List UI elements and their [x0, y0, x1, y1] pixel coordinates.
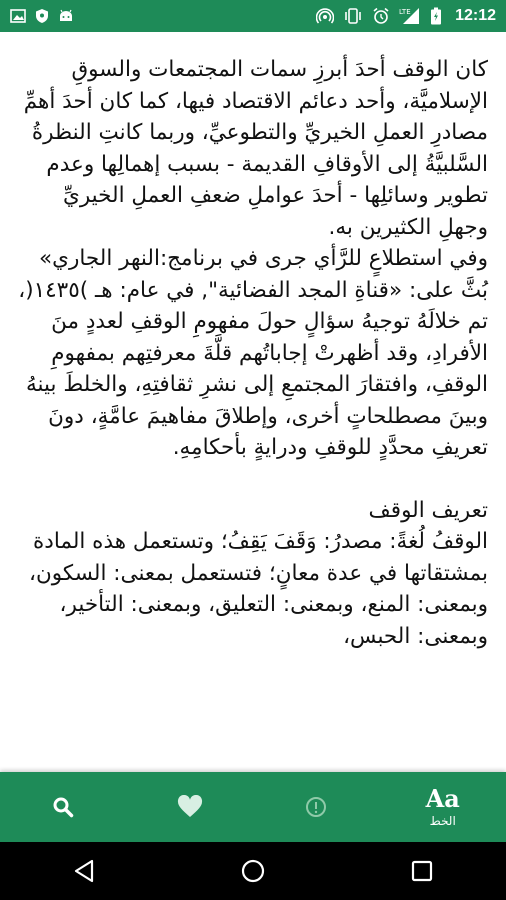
signal-icon: [399, 7, 421, 25]
article-paragraph: وفي استطلاعٍ للرَّأي جرى في برنامج:النهر الجاري» بُثَّ على: «قناةِ المجد الفضائية", في عام: هـ )١٤٣٥(، تم خلالَهُ توجيهُ سؤالٍ حولَ مفهومِ الوقفِ لعددٍ منَ الأفرادِ، وقد أظهرتْ إجاباتُهم قلَّةَ معرفتِهم بمفهومِ الوقفِ، وافتقارَ المجتمعِ إلى نشرِ ثقافتِهِ، والخلطَ بينهُ وبينَ مصطلحاتٍ أخرى، وإطلاقَ مفاهيمَ عامَّةٍ، دونَ تعريفِ محدَّدٍ للوقفِ ودرايةٍ بأحكامِهِ.: [18, 246, 488, 460]
vibrate-icon: [343, 8, 363, 24]
article-content[interactable]: [0, 32, 506, 772]
back-icon: [73, 859, 95, 883]
search-button[interactable]: [0, 772, 127, 842]
hotspot-icon: [316, 8, 334, 24]
back-button[interactable]: [54, 842, 114, 900]
info-button[interactable]: [253, 772, 380, 842]
battery-icon: [430, 7, 442, 25]
shield-icon: [35, 8, 49, 24]
font-label: الخط: [429, 814, 456, 828]
article-paragraph: كان الوقف أحدَ أبرزِ سمات المجتمعات والسوقِ الإسلاميَّة، وأحد دعائم الاقتصاد فيها، كما كان أحدَ أهمِّ مصادرِ العملِ الخيريِّ والتطوعيِّ، وربما كانتِ النظرةُ السَّلبيَّةُ إلى الأوقافِ القديمة - بسبب إهمالِها وعدم تطوير وسائلِها - أحدَ عواملِ ضعفِ العملِ الخيريِّ وجهلِ الكثيرين به.: [23, 57, 488, 240]
article-paragraph: الوقفُ لُغةً: مصدرُ: وَقَفَ يَقِفُ؛ وتستعمل هذه المادة بمشتقاتها في عدة معانٍ؛ فتستعمل بمعنى: السكون، وبمعنى: المنع، وبمعنى: التعليق، وبمعنى: التأخير، وبمعنى: الحبس،: [29, 529, 488, 649]
status-time: 12:12: [455, 7, 496, 24]
search-icon: [52, 796, 74, 818]
home-icon: [241, 859, 265, 883]
status-left: [10, 8, 74, 24]
article-text: [18, 54, 488, 652]
status-right: [316, 7, 496, 25]
font-icon: Aa: [425, 784, 460, 813]
paragraph-gap: [18, 464, 488, 495]
alarm-icon: [372, 7, 390, 25]
status-bar: [0, 0, 506, 32]
bottom-nav: [0, 772, 506, 842]
network-label: LTE: [399, 8, 411, 16]
android-icon: [58, 9, 74, 23]
recents-icon: [411, 860, 433, 882]
font-button[interactable]: [380, 772, 506, 842]
favorites-button[interactable]: [127, 772, 254, 842]
info-icon: [305, 796, 327, 818]
heart-icon: [177, 795, 203, 819]
home-button[interactable]: [223, 842, 283, 900]
image-icon: [10, 9, 26, 23]
recents-button[interactable]: [392, 842, 452, 900]
section-heading: تعريف الوقف: [368, 497, 488, 523]
system-nav-bar: [0, 842, 506, 900]
